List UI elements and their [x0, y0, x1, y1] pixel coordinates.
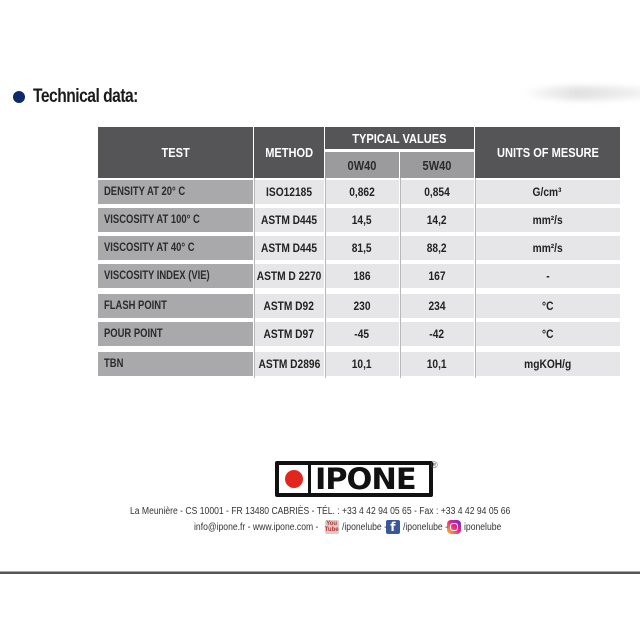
cell-value-5w40: 14,2: [400, 208, 474, 232]
cell-method: ASTM D 2270: [254, 264, 324, 288]
cell-test-name: TBN: [98, 352, 253, 376]
cell-value-0w40: 14,5: [325, 208, 399, 232]
cell-test-name: DENSITY AT 20° C: [98, 180, 253, 204]
instagram-icon[interactable]: [447, 520, 461, 534]
cell-unit: mm²/s: [475, 236, 620, 260]
cell-test-name: VISCOSITY AT 100° C: [98, 208, 253, 232]
header-typical-values: TYPICAL VALUES: [325, 127, 474, 149]
cell-test-name: VISCOSITY INDEX (VIE): [98, 264, 253, 288]
header-units: UNITS OF MESURE: [475, 127, 620, 178]
facebook-handle-link[interactable]: /iponelube -: [402, 521, 448, 533]
cell-unit: °C: [475, 322, 620, 346]
cell-value-0w40: 10,1: [325, 352, 399, 376]
header-grade-5w40: 5W40: [400, 152, 474, 178]
cell-value-5w40: 234: [400, 294, 474, 318]
cell-value-5w40: 10,1: [400, 352, 474, 376]
logo-text: IPONE: [315, 462, 416, 496]
column-divider: [325, 178, 326, 378]
cell-method: ASTM D2896: [254, 352, 324, 376]
cell-value-0w40: 230: [325, 294, 399, 318]
facebook-icon[interactable]: f: [386, 520, 400, 534]
cell-unit: G/cm³: [475, 180, 620, 204]
cell-method: ASTM D445: [254, 236, 324, 260]
cell-unit: -: [475, 264, 620, 288]
cell-value-0w40: 0,862: [325, 180, 399, 204]
column-divider: [475, 178, 476, 378]
cell-value-0w40: -45: [325, 322, 399, 346]
logo-red-dot-icon: [285, 470, 303, 488]
cell-value-5w40: 0,854: [400, 180, 474, 204]
contact-line: [194, 520, 508, 534]
cell-value-0w40: 186: [325, 264, 399, 288]
bullet-icon: [13, 91, 25, 103]
header-grade-0w40: 0W40: [325, 152, 399, 178]
cell-value-0w40: 81,5: [325, 236, 399, 260]
decorative-shadow: [520, 86, 640, 100]
email-website-link[interactable]: info@ipone.fr - www.ipone.com -: [194, 521, 319, 533]
cell-unit: mgKOH/g: [475, 352, 620, 376]
cell-unit: mm²/s: [475, 208, 620, 232]
company-address: La Meunière - CS 10001 - FR 13480 CABRIÈS - TÉL. : +33 4 42 94 05 65 - Fax : +33 4 42 94 05 66: [129, 506, 511, 517]
section-heading: [13, 86, 161, 108]
cell-method: ASTM D97: [254, 322, 324, 346]
ipone-logo: [275, 461, 435, 499]
cell-value-5w40: 88,2: [400, 236, 474, 260]
header-method: METHOD: [254, 127, 324, 178]
header-test: TEST: [98, 127, 253, 178]
cell-value-5w40: 167: [400, 264, 474, 288]
cell-method: ASTM D445: [254, 208, 324, 232]
section-title: Technical data:: [33, 86, 138, 107]
cell-method: ISO12185: [254, 180, 324, 204]
column-divider: [254, 178, 255, 378]
registered-mark: ®: [431, 460, 438, 470]
cell-test-name: POUR POINT: [98, 322, 253, 346]
youtube-icon[interactable]: You Tube: [324, 521, 339, 533]
cell-method: ASTM D92: [254, 294, 324, 318]
divider: [0, 571, 640, 574]
instagram-handle-link[interactable]: iponelube: [464, 521, 502, 533]
cell-test-name: FLASH POINT: [98, 294, 253, 318]
cell-unit: °C: [475, 294, 620, 318]
youtube-handle-link[interactable]: /iponelube -: [341, 521, 387, 533]
column-divider: [400, 178, 401, 378]
cell-value-5w40: -42: [400, 322, 474, 346]
cell-test-name: VISCOSITY AT 40° C: [98, 236, 253, 260]
